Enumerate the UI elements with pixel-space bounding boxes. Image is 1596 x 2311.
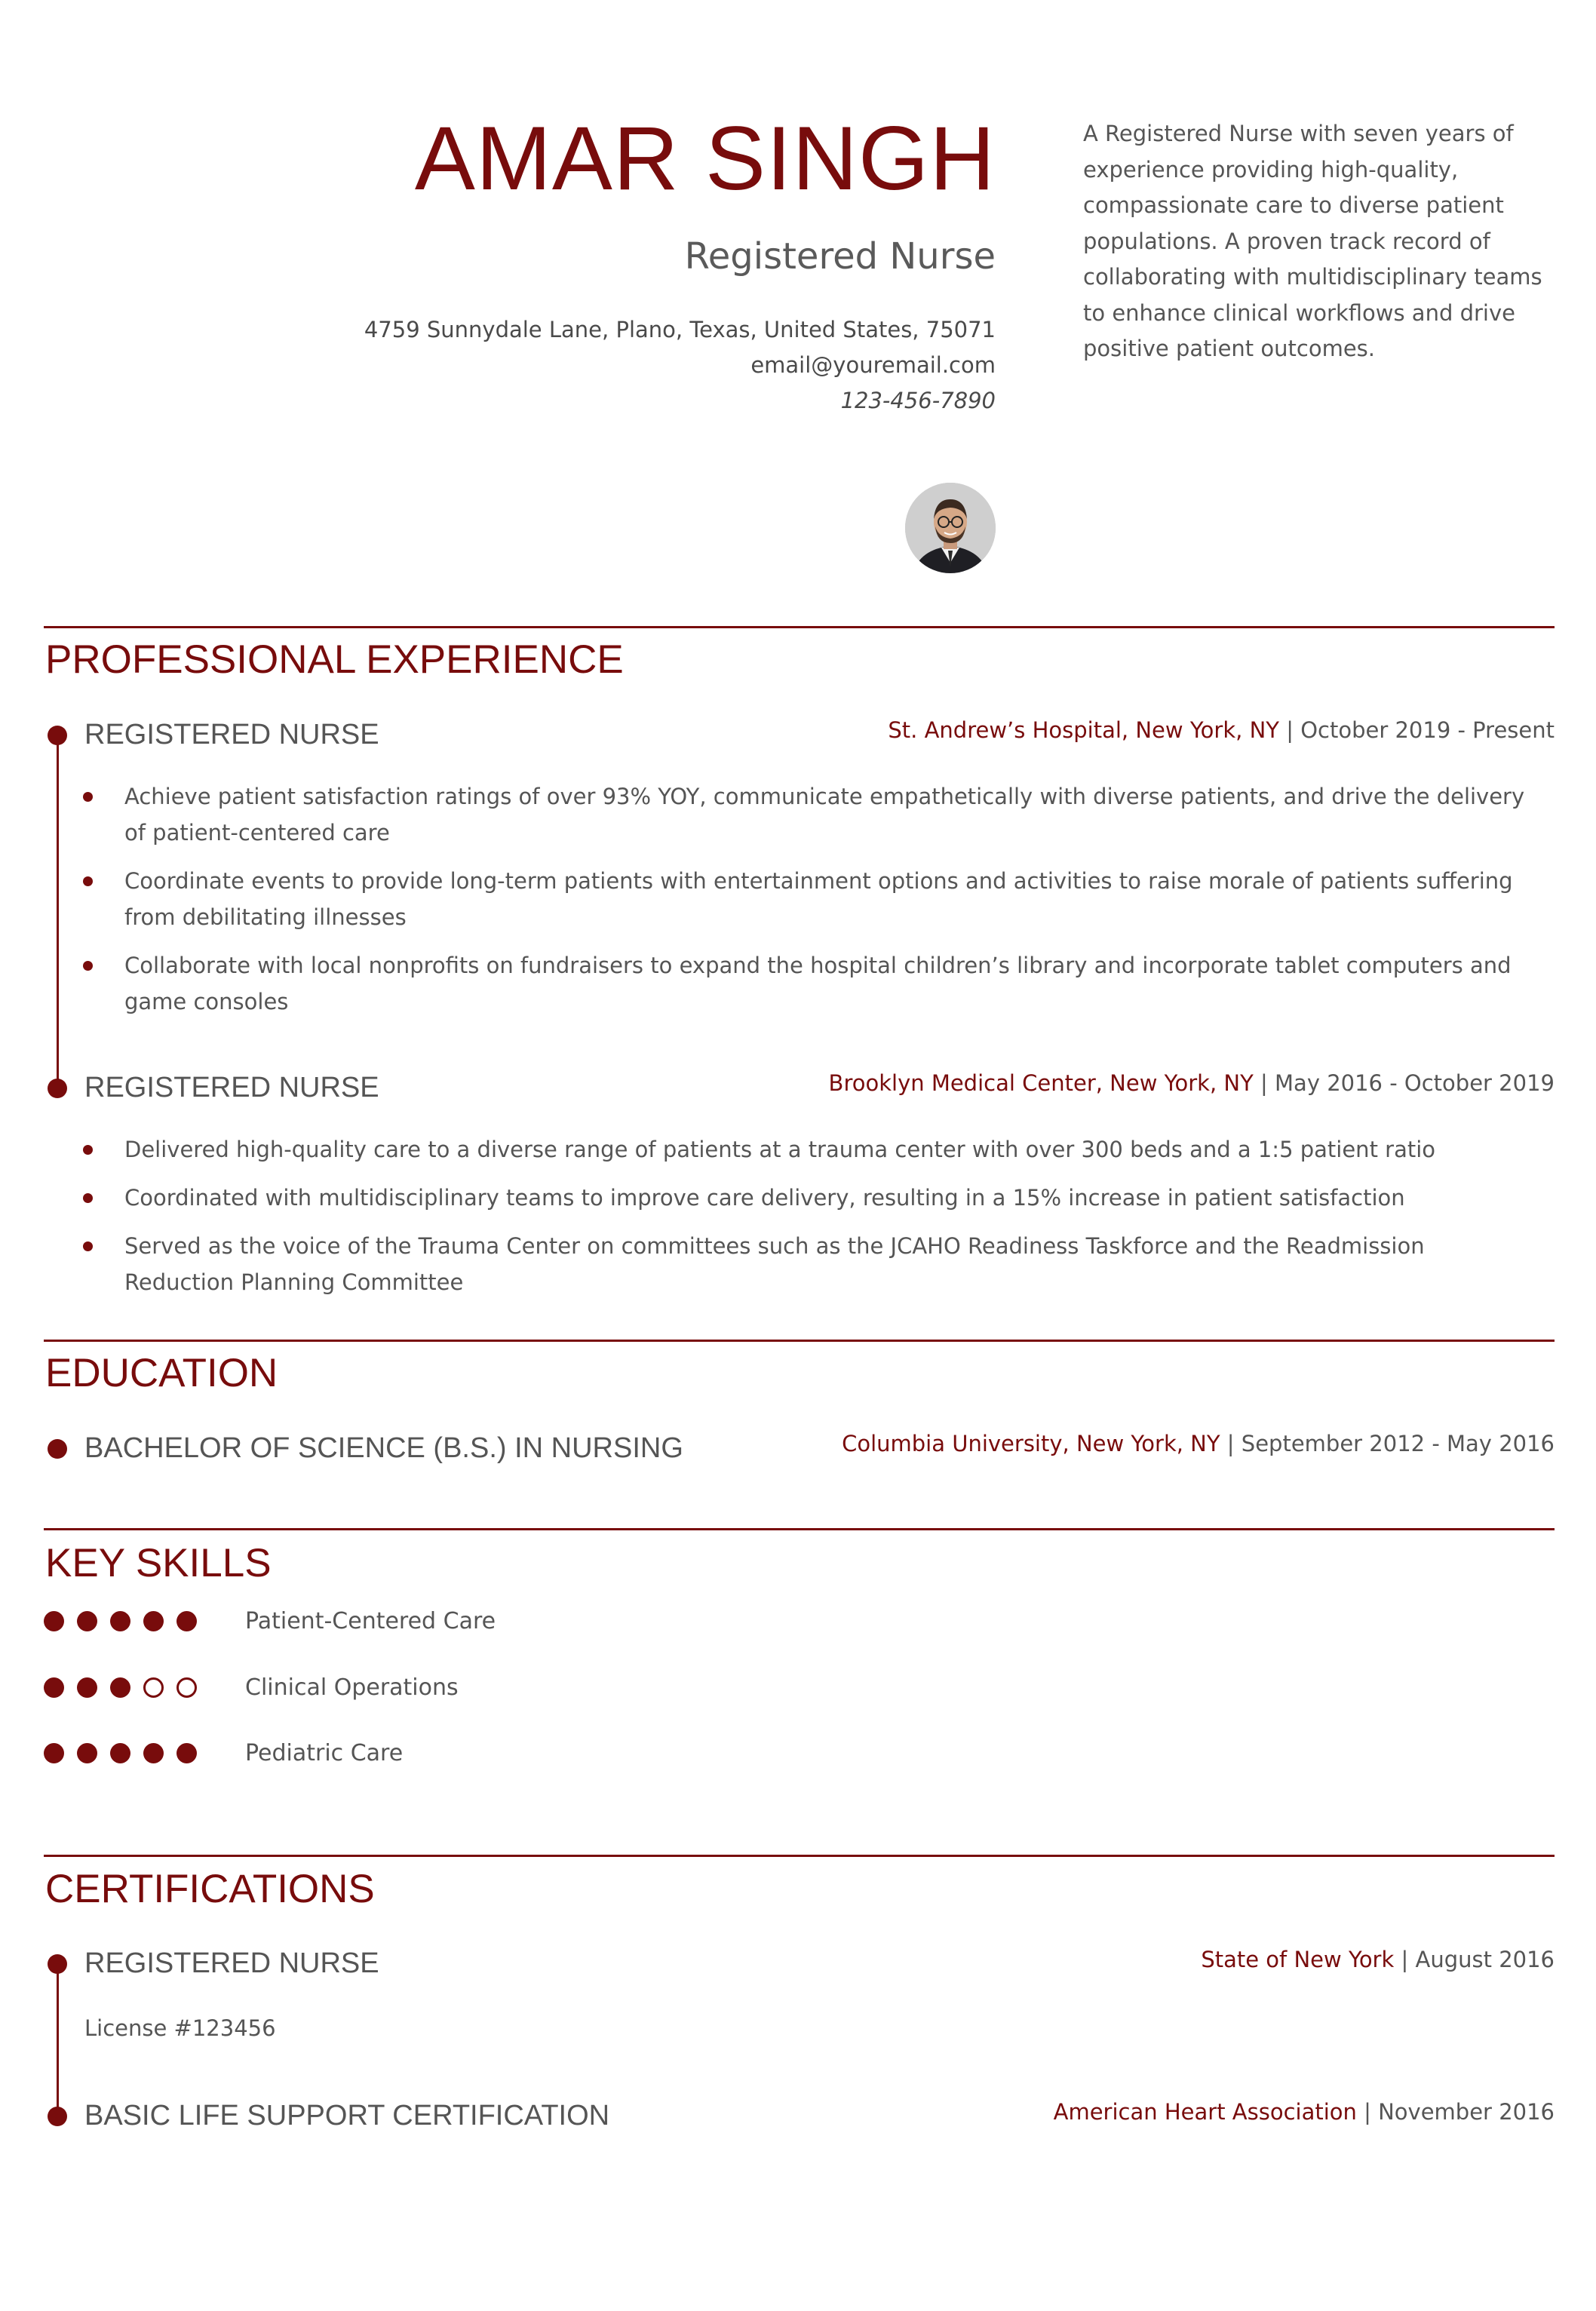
list-item [83, 778, 1535, 851]
job-title: REGISTERED NURSE [84, 1072, 379, 1103]
section-divider [44, 1855, 1555, 1857]
list-item [83, 1180, 1535, 1216]
list-item [83, 863, 1535, 935]
candidate-name: AMAR SINGH [414, 108, 996, 209]
rating-dot-filled [110, 1677, 130, 1698]
bullet-icon [83, 961, 93, 971]
section-divider [44, 1528, 1555, 1530]
address-text: 4759 Sunnydale Lane, Plano, Texas, United States, 75071 [364, 317, 996, 342]
rating-dot-filled [143, 1611, 164, 1631]
skill-rating [44, 1743, 210, 1766]
timeline-dot [48, 1954, 67, 1974]
timeline-dot [48, 1439, 67, 1459]
rating-dot-filled [44, 1611, 64, 1631]
bullet-icon [83, 1193, 93, 1203]
header-block [241, 108, 996, 419]
list-item [83, 1228, 1535, 1300]
timeline-dot [48, 1079, 67, 1098]
rating-dot-filled [77, 1677, 97, 1698]
bullet-text: Achieve patient satisfaction ratings of over 93% YOY, communicate empathetically with diverse patients, and drive the delivery of patient-centered care [124, 784, 1525, 846]
contact-info [241, 312, 996, 419]
job-bullets [83, 1131, 1535, 1312]
skill-rating [44, 1677, 210, 1700]
section-title-experience: PROFESSIONAL EXPERIENCE [45, 637, 624, 682]
rating-dot-filled [44, 1677, 64, 1698]
education-dates: | September 2012 - May 2016 [1220, 1431, 1555, 1456]
profile-photo-icon [905, 483, 996, 573]
email-text: email@youremail.com [750, 352, 996, 378]
certification-title: BASIC LIFE SUPPORT CERTIFICATION [84, 2100, 610, 2131]
bullet-text: Coordinated with multidisciplinary teams to improve care delivery, resulting in a 15% increase in patient satisfaction [124, 1185, 1405, 1211]
rating-dot-empty [143, 1677, 164, 1698]
skill-label: Patient-Centered Care [245, 1608, 496, 1634]
certification-issuer: American Heart Association [1053, 2099, 1357, 2125]
job-meta [828, 1070, 1555, 1096]
rating-dot-empty [176, 1677, 197, 1698]
summary-text: A Registered Nurse with seven years of experience providing high-quality, compassionate care to diverse patient populations. A proven track record of collaborating with multidisciplinary teams to enhance clinical workflows and drive positive patient outcomes. [1083, 121, 1542, 361]
experience-timeline [57, 735, 59, 1090]
bullet-text: Served as the voice of the Trauma Center on committees such as the JCAHO Readiness Taskforce and the Readmission Reduction Planning Committee [124, 1233, 1425, 1295]
bullet-icon [83, 1241, 93, 1251]
section-divider [44, 1340, 1555, 1342]
avatar [905, 483, 996, 573]
job-title: REGISTERED NURSE [84, 719, 379, 750]
bullet-icon [83, 876, 93, 886]
rating-dot-filled [110, 1743, 130, 1763]
certification-issuer: State of New York [1201, 1947, 1395, 1972]
certification-meta [1054, 2101, 1555, 2123]
skill-label: Pediatric Care [245, 1740, 404, 1766]
job-meta [888, 717, 1555, 743]
bullet-text: Delivered high-quality care to a diverse range of patients at a trauma center with over 300 beds and a 1:5 patient ratio [124, 1137, 1436, 1162]
bullet-icon [83, 1145, 93, 1155]
bullet-text: Collaborate with local nonprofits on fundraisers to expand the hospital children’s library and incorporate tablet computers and game consoles [124, 953, 1512, 1014]
job-employer: Brooklyn Medical Center, New York, NY [828, 1070, 1254, 1096]
certification-date: | August 2016 [1394, 1947, 1555, 1972]
job-dates: | October 2019 - Present [1279, 717, 1555, 743]
timeline-dot [48, 726, 67, 745]
school-name: Columbia University, New York, NY [842, 1431, 1220, 1456]
bullet-text: Coordinate events to provide long-term patients with entertainment options and activities to raise morale of patients suffering from debilitating illnesses [124, 868, 1513, 930]
list-item [83, 947, 1535, 1020]
certification-title: REGISTERED NURSE [84, 1947, 379, 1979]
certification-date: | November 2016 [1356, 2099, 1555, 2125]
job-bullets [83, 778, 1535, 1032]
section-divider [44, 626, 1555, 628]
rating-dot-filled [77, 1611, 97, 1631]
rating-dot-filled [176, 1743, 197, 1763]
skill-label: Clinical Operations [245, 1674, 459, 1701]
license-number: License #123456 [84, 2015, 276, 2041]
section-title-certifications: CERTIFICATIONS [45, 1867, 375, 1911]
certification-meta [1201, 1949, 1555, 1971]
education-meta [842, 1433, 1555, 1455]
bullet-icon [83, 792, 93, 802]
rating-dot-filled [176, 1611, 197, 1631]
job-employer: St. Andrew’s Hospital, New York, NY [888, 717, 1279, 743]
list-item [83, 1131, 1535, 1168]
skill-rating [44, 1611, 210, 1634]
section-title-education: EDUCATION [45, 1351, 278, 1395]
job-dates: | May 2016 - October 2019 [1253, 1070, 1555, 1096]
rating-dot-filled [44, 1743, 64, 1763]
candidate-title: Registered Nurse [684, 235, 996, 278]
degree-title: BACHELOR OF SCIENCE (B.S.) IN NURSING [84, 1432, 683, 1464]
phone-text: 123-456-7890 [840, 388, 996, 413]
rating-dot-filled [110, 1611, 130, 1631]
rating-dot-filled [143, 1743, 164, 1763]
rating-dot-filled [77, 1743, 97, 1763]
certifications-timeline [57, 1964, 59, 2115]
timeline-dot [48, 2107, 67, 2126]
section-title-skills: KEY SKILLS [45, 1541, 272, 1585]
